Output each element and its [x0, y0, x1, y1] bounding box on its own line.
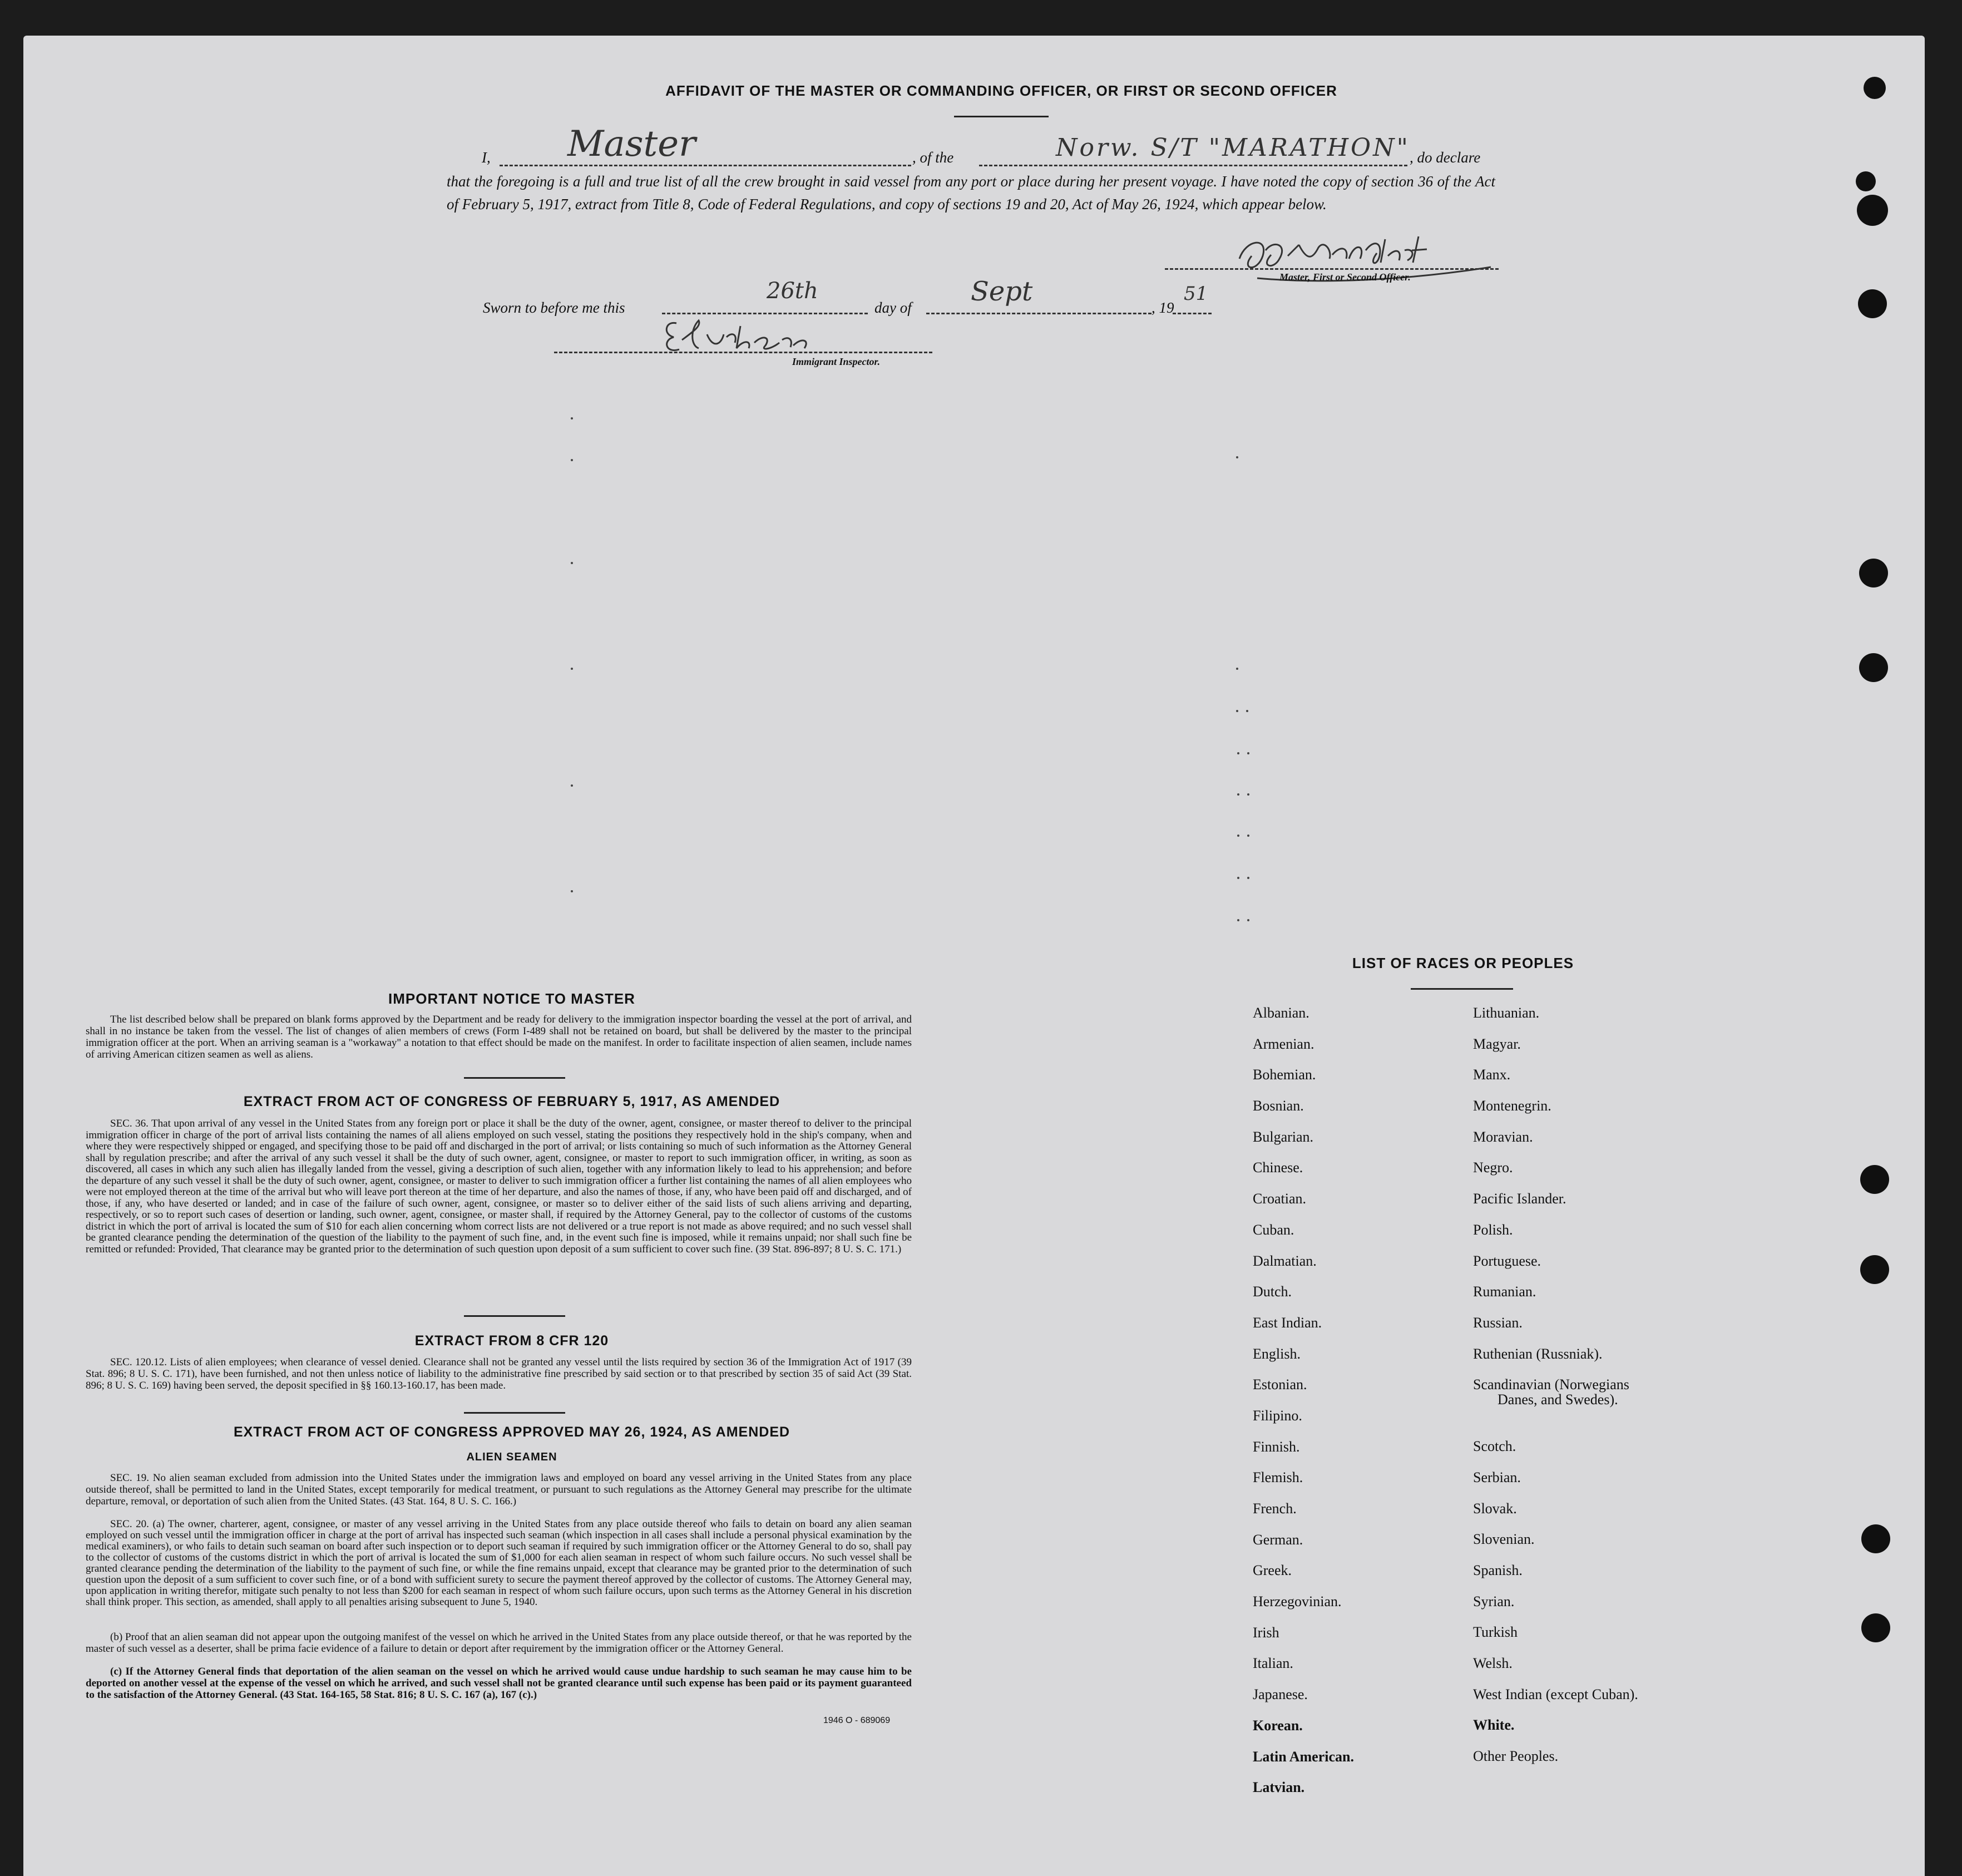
month-field [926, 313, 1151, 314]
race-item: Polish. [1473, 1221, 1513, 1238]
race-item: Chinese. [1253, 1159, 1303, 1176]
dot [1247, 919, 1249, 921]
punch-hole [1857, 195, 1888, 226]
punch-hole [1861, 1524, 1890, 1553]
declaration-body: that the foregoing is a full and true list of all the crew brought in said vessel from any port or place during her present voyage. I have noted the copy of section 36 of the Act of February 5, 1917, extract from Title 8, Code of Federal Regulations, and copy of sections 19 and 20, Act of May 26, 1924, which appear below. [447, 173, 1495, 213]
race-item: Danes, and Swedes). [1498, 1391, 1618, 1408]
race-item: Magyar. [1473, 1035, 1521, 1052]
punch-hole [1860, 1255, 1889, 1284]
race-item: Lithuanian. [1473, 1005, 1540, 1021]
race-item: Latvian. [1253, 1779, 1305, 1796]
race-item: Greek. [1253, 1562, 1292, 1579]
race-item: Estonian. [1253, 1376, 1307, 1393]
race-item: Scandinavian (Norwegians [1473, 1376, 1629, 1393]
inspector-line [554, 352, 932, 353]
race-item: Pacific Islander. [1473, 1191, 1566, 1207]
dot [1237, 835, 1239, 837]
dot [1237, 752, 1239, 754]
race-item: Negro. [1473, 1159, 1513, 1176]
handwritten-day: 26th [767, 278, 818, 304]
notice-title: IMPORTANT NOTICE TO MASTER [388, 990, 635, 1007]
extract-cfr-title: EXTRACT FROM 8 CFR 120 [414, 1333, 609, 1349]
race-item: Finnish. [1253, 1438, 1300, 1455]
race-item: Portuguese. [1473, 1252, 1541, 1269]
race-item: Cuban. [1253, 1221, 1294, 1238]
race-item: Japanese. [1253, 1686, 1308, 1703]
race-item: Herzegovinian. [1253, 1593, 1342, 1610]
declaration-mid: , of the [912, 149, 954, 166]
extract-1924-subtitle: ALIEN SEAMEN [466, 1451, 557, 1463]
race-item: Serbian. [1473, 1469, 1521, 1485]
race-item: Turkish [1473, 1624, 1518, 1641]
dot [1236, 668, 1238, 670]
race-item: Slovenian. [1473, 1531, 1535, 1548]
race-item: Other Peoples. [1473, 1748, 1559, 1765]
dot [571, 562, 573, 564]
race-item: Ruthenian (Russniak). [1473, 1345, 1603, 1362]
race-item: West Indian (except Cuban). [1473, 1686, 1638, 1702]
race-item: Montenegrin. [1473, 1098, 1551, 1114]
divider [464, 1077, 565, 1079]
dot [1247, 877, 1249, 879]
punch-hole [1860, 1165, 1889, 1194]
signature-caption: Master, First or Second Officer. [1279, 271, 1411, 283]
dot [571, 784, 573, 787]
dot [1247, 793, 1249, 796]
races-column-1 [1253, 1005, 1354, 1810]
sworn-prefix: Sworn to before me this [483, 299, 625, 316]
race-item: Welsh. [1473, 1655, 1513, 1672]
vessel-field [979, 165, 1407, 166]
dot [1247, 835, 1249, 837]
race-item: Korean. [1253, 1717, 1303, 1734]
punch-hole [1858, 289, 1887, 318]
race-item: Flemish. [1253, 1469, 1303, 1486]
punch-hole [1861, 1613, 1890, 1642]
race-item: Bohemian. [1253, 1067, 1316, 1083]
notice-text: The list described below shall be prepared on blank forms approved by the Department and be ready for delivery to the immigration inspector boarding the vessel at the port of arrival, and shall in no instance be taken from the vessel. The list of changes of alien members of crews (Form I-489 shall not be retained on board, but shall be delivered by the master to the principal immigration officer at the port. When an arriving seaman is a "workaway" a notation to that effect should be made on the manifest. In order to facilitate inspection of alien seamen, include names of arriving American citizen seamen as well as aliens. [86, 1014, 912, 1060]
inspector-caption: Immigrant Inspector. [792, 356, 881, 367]
divider [954, 116, 1049, 117]
handwritten-year: 51 [1184, 283, 1208, 305]
race-item: Dutch. [1253, 1283, 1292, 1300]
handwritten-vessel: Norw. S/T "MARATHON" [1056, 134, 1410, 162]
extract-1917-text: SEC. 36. That upon arrival of any vessel in the United States from any foreign port or place it shall be the duty of the owner, agent, consignee, or master thereof to deliver to the principal immigration officer in charge of the port of arrival lists containing the names of all aliens employed on such vessel, stating the positions they respectively hold in the ship's company, when and where they were respectively shipped or engaged, and specifying those to be paid off and discharged in the port of arrival; or lists containing so much of such information as the Attorney General shall by regulation prescribe; and after the arrival of any such vessel it shall be the duty of such owner, agent, consignee, or master to report to such immigration officer, in writing, as soon as discovered, all cases in which any such alien has illegally landed from the vessel, giving a description of such alien, together with any information likely to lead to his apprehension; and before the departure of any such vessel it shall be the duty of such owner, agent, consignee, or master to deliver to such immigration officer a further list containing the names of all alien employees who were not employed thereon at the time of the arrival but who will leave port thereon at the time of her departure, and also the names of those, if any, who have been paid off and discharged, and of those, if any, who have deserted or landed; and in case of the failure of such owner, agent, consignee, or master so to deliver either of the said lists of such aliens arriving and departing, respectively, or so to report such cases of desertion or landing, such owner, agent, consignee, or master shall, if required by the Attorney General, pay to the collector of customs of the customs district in which the port of arrival is located the sum of $10 for each alien concerning whom correct lists are not delivered or a true report is not made as above required; and no such vessel shall be granted clearance pending the determination of the question of the liability to the payment of such fine, and, in the event such fine is imposed, while it remains unpaid; nor shall such fine be remitted or refunded: Provided, That clearance may be granted prior to the determination of such question upon deposit of a sum sufficient to cover such fine. (39 Stat. 896-897; 8 U. S. C. 171.) [86, 1118, 912, 1255]
print-code: 1946 O - 689069 [823, 1716, 891, 1725]
dot [1246, 710, 1248, 712]
dot [1236, 710, 1238, 712]
affidavit-title: AFFIDAVIT OF THE MASTER OR COMMANDING OFFICER, OR FIRST OR SECOND OFFICER [665, 82, 1337, 99]
race-item: Rumanian. [1473, 1283, 1536, 1300]
dot [1237, 877, 1239, 879]
race-item: Bosnian. [1253, 1098, 1304, 1114]
race-item: French. [1253, 1500, 1297, 1517]
signature-line [1165, 268, 1499, 270]
race-item: English. [1253, 1345, 1301, 1362]
dot [571, 668, 573, 670]
punch-hole [1859, 653, 1888, 682]
declaration-prefix: I, [482, 149, 491, 166]
extract-cfr-text: SEC. 120.12. Lists of alien employees; when clearance of vessel denied. Clearance shall not be granted any vessel until the lists required by section 36 of the Immigration Act of 1917 (39 Stat. 896; 8 U. S. C. 171), have been furnished, and not then unless notice of liability to the administrative fine prescribed by said section or to that prescribed by section 35 of said Act (39 Stat. 896; 8 U. S. C. 169) having been served, the deposit specified in §§ 160.13-160.17, has been made. [86, 1356, 912, 1391]
race-item: Slovak. [1473, 1500, 1517, 1517]
day-field [662, 313, 868, 314]
race-item: Scotch. [1473, 1438, 1516, 1455]
races-column-2 [1473, 1005, 1638, 1779]
name-field [500, 165, 911, 166]
dot [571, 890, 573, 892]
race-item: Manx. [1473, 1067, 1511, 1083]
sworn-year-prefix: , 19 [1151, 299, 1174, 316]
race-item: White. [1473, 1717, 1515, 1734]
race-item: Bulgarian. [1253, 1128, 1314, 1145]
race-item: Albanian. [1253, 1005, 1309, 1021]
race-item: East Indian. [1253, 1314, 1322, 1331]
extract-1924-p1: SEC. 19. No alien seaman excluded from admission into the United States under the immigration laws and employed on board any vessel arriving in the United States from any place outside thereof, shall be permitted to land in the United States, except temporarily for medical treatment, or pursuant to such regulations as the Attorney General may prescribe for the ultimate departure, removal, or deportation of such alien from the United States. (43 Stat. 164, 8 U. S. C. 166.) [86, 1472, 912, 1507]
extract-1924-p4: (c) If the Attorney General finds that deportation of the alien seaman on the vessel on which he arrived would cause undue hardship to such seaman he may cause him to be deported on another vessel at the expense of the vessel on which he arrived, and such vessel shall not be granted clearance until such expense has been paid or its payment guaranteed to the satisfaction of the Attorney General. (43 Stat. 164-165, 58 Stat. 816; 8 U. S. C. 167 (a), 167 (c).) [86, 1666, 912, 1701]
declaration-suffix: , do declare [1410, 149, 1481, 166]
race-item: Russian. [1473, 1314, 1523, 1331]
sworn-dayof: day of [874, 299, 912, 316]
dot [1236, 456, 1238, 458]
race-item: Italian. [1253, 1655, 1293, 1672]
race-item: Irish [1253, 1624, 1279, 1641]
race-item: German. [1253, 1531, 1303, 1548]
dot [1237, 919, 1239, 921]
divider [1411, 988, 1513, 990]
year-field [1173, 313, 1212, 314]
punch-hole [1864, 77, 1886, 99]
handwritten-name: Master [567, 124, 696, 165]
race-item: Armenian. [1253, 1035, 1314, 1052]
dot [571, 417, 573, 419]
extract-1924-p3: (b) Proof that an alien seaman did not appear upon the outgoing manifest of the vessel on which he arrived in the United States from any place outside thereof, or that he was reported by the master of such vessel as a deserter, shall be prima facie evidence of a failure to detain or deport after requirement by the immigration officer or the Attorney General. [86, 1631, 912, 1655]
race-item: Dalmatian. [1253, 1252, 1317, 1269]
extract-1917-title: EXTRACT FROM ACT OF CONGRESS OF FEBRUARY 5, 1917, AS AMENDED [243, 1094, 780, 1109]
punch-hole [1856, 171, 1876, 191]
punch-hole [1859, 559, 1888, 588]
races-title: LIST OF RACES OR PEOPLES [1352, 955, 1574, 971]
race-item: Croatian. [1253, 1191, 1307, 1207]
race-item: Spanish. [1473, 1562, 1523, 1578]
dot [1237, 793, 1239, 796]
race-item: Moravian. [1473, 1128, 1533, 1145]
dot [571, 459, 573, 461]
divider [464, 1315, 565, 1317]
extract-1924-title: EXTRACT FROM ACT OF CONGRESS APPROVED MAY 26, 1924, AS AMENDED [233, 1424, 790, 1440]
extract-1924-p2: SEC. 20. (a) The owner, charterer, agent, consignee, or master of any vessel arriving in the United States from any place outside thereof who fails to detain on board any alien seaman employed on such vessel until the immigration officer in charge at the port of arrival has inspected such seaman (which inspection in all cases shall include a personal physical examination by the medical examiners), or who fails to detain such seaman on board after such inspection or to deport such seaman if required by such immigration officer or the Attorney General to do so, shall pay to the collector of customs of the customs district in which the port of arrival is located the sum of $1,000 for each alien seaman in respect of whom such failure occurs. No such vessel shall be granted clearance pending the determination of the liability to the payment of such fine, or while the fine remains unpaid, except that clearance may be granted prior to the determination of such question upon the deposit of a sum sufficient to cover such fine, or of a bond with sufficient surety to secure the payment thereof approved by the collector of customs. The Attorney General may, upon application in writing therefor, mitigate such penalty to not less than $200 for each seaman in respect of whom such failure occurs, upon such terms as the Attorney General in his discretion shall think proper. This section, as amended, shall apply to all penalties arising subsequent to June 5, 1940. [86, 1518, 912, 1608]
race-item: Syrian. [1473, 1593, 1515, 1610]
divider [464, 1412, 565, 1414]
dot [1247, 752, 1249, 754]
race-item: Filipino. [1253, 1407, 1302, 1424]
race-item: Latin American. [1253, 1748, 1354, 1765]
handwritten-month: Sept [971, 276, 1033, 307]
